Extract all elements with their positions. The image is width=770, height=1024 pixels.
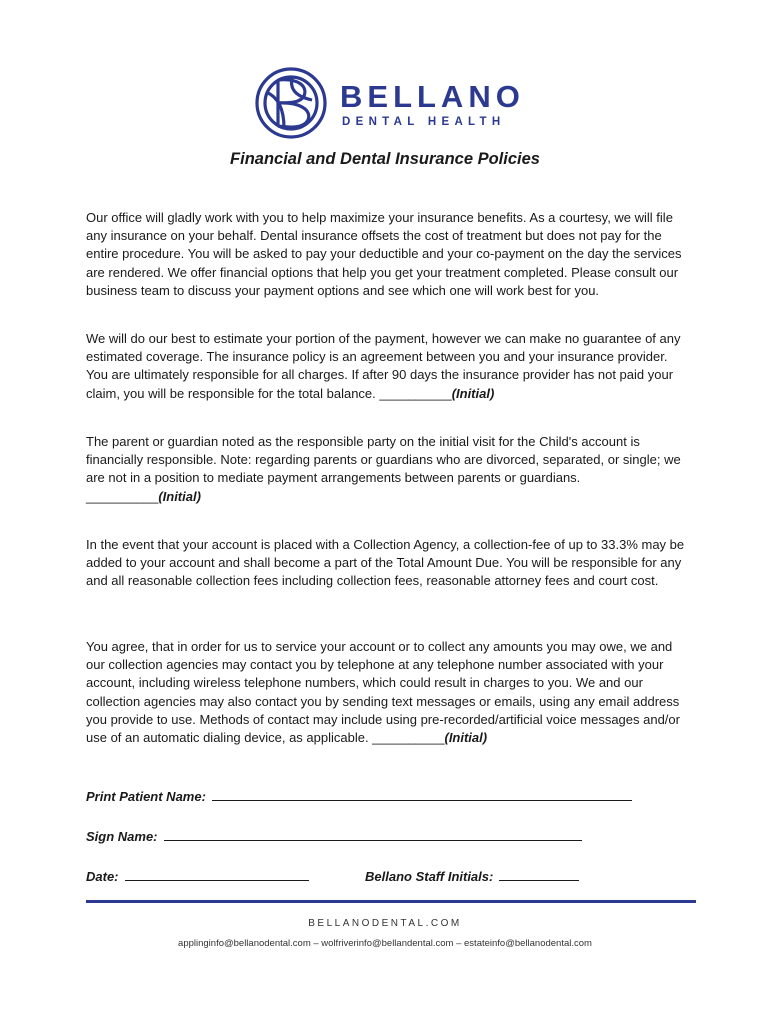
initial-label: (Initial): [158, 488, 201, 504]
initial-label: (Initial): [451, 385, 495, 401]
paragraph-text: Our office will gladly work with you to help maximize your insurance benefits. As a courtesy, we will file any insurance on your behalf. Dental insurance offsets the cost of treatment but does not pay for the entire procedure. You will be asked to pay your deductible and your co-payment on the day the services are rendered. We offer financial options that help you get your treatment completed. Please consult our business team to discuss your payment options and see which one will work best for you.: [86, 210, 682, 298]
sign-name-line[interactable]: [164, 828, 582, 841]
logo-subtitle: DENTAL HEALTH: [342, 116, 506, 128]
staff-initials-field: [365, 868, 579, 884]
sign-name-field: [86, 828, 582, 844]
patient-name-field: [86, 788, 632, 804]
patient-name-label: Print Patient Name:: [86, 789, 206, 804]
paragraph-collection: [86, 536, 686, 591]
document-title: Financial and Dental Insurance Policies: [230, 150, 540, 168]
staff-initials-line[interactable]: [499, 868, 579, 881]
footer-website: BELLANODENTAL.COM: [308, 918, 462, 929]
paragraph-text: You agree, that in order for us to service your account or to collect any amounts you may owe, we and our collection agencies may contact you by telephone at any telephone number associated with your account, including wireless telephone numbers, which could result in charges to you. We and our collection agencies may also contact you by sending text messages or emails, using any email address you provide to use. Methods of contact may include using pre-recorded/artificial voice messages and/or use of an automatic dialing device, as applicable. __________: [86, 639, 680, 746]
paragraph-contact-consent: [86, 638, 686, 747]
footer-divider: [86, 900, 696, 903]
initial-label: (Initial): [444, 730, 488, 746]
paragraph-estimate: [86, 330, 686, 403]
date-field: [86, 868, 309, 884]
paragraph-text: In the event that your account is placed with a Collection Agency, a collection-fee of up to 33.3% may be added to your account and shall become a part of the Total Amount Due. You will be responsible for any and all reasonable collection fees including collection fees, reasonable attorney fees and court cost.: [86, 537, 685, 589]
sign-name-label: Sign Name:: [86, 829, 158, 844]
bellano-logo: [254, 66, 524, 146]
logo-wordmark: BELLANO: [340, 79, 525, 114]
patient-name-line[interactable]: [212, 788, 632, 801]
date-label: Date:: [86, 869, 119, 884]
paragraph-text: We will do our best to estimate your portion of the payment, however we can make no guarantee of any estimated coverage. The insurance policy is an agreement between you and your insurance provider. You are ultimately responsible for all charges. If after 90 days the insurance provider has not paid your claim, you will be responsible for the total balance. __________: [86, 331, 681, 401]
date-line[interactable]: [125, 868, 309, 881]
bellano-emblem-icon: [254, 66, 328, 140]
footer-emails: applinginfo@bellanodental.com – wolfriverinfo@bellandental.com – estateinfo@bellanodental.com: [178, 938, 592, 949]
staff-initials-label: Bellano Staff Initials:: [365, 869, 494, 884]
paragraph-text: The parent or guardian noted as the responsible party on the initial visit for the Child's account is financially responsible. Note: regarding parents or guardians who are divorced, separated, or single; we are not in a position to mediate payment arrangements between parents or guardians. __________: [86, 434, 681, 504]
paragraph-guardian: [86, 433, 686, 506]
paragraph-insurance-benefits: [86, 209, 686, 300]
